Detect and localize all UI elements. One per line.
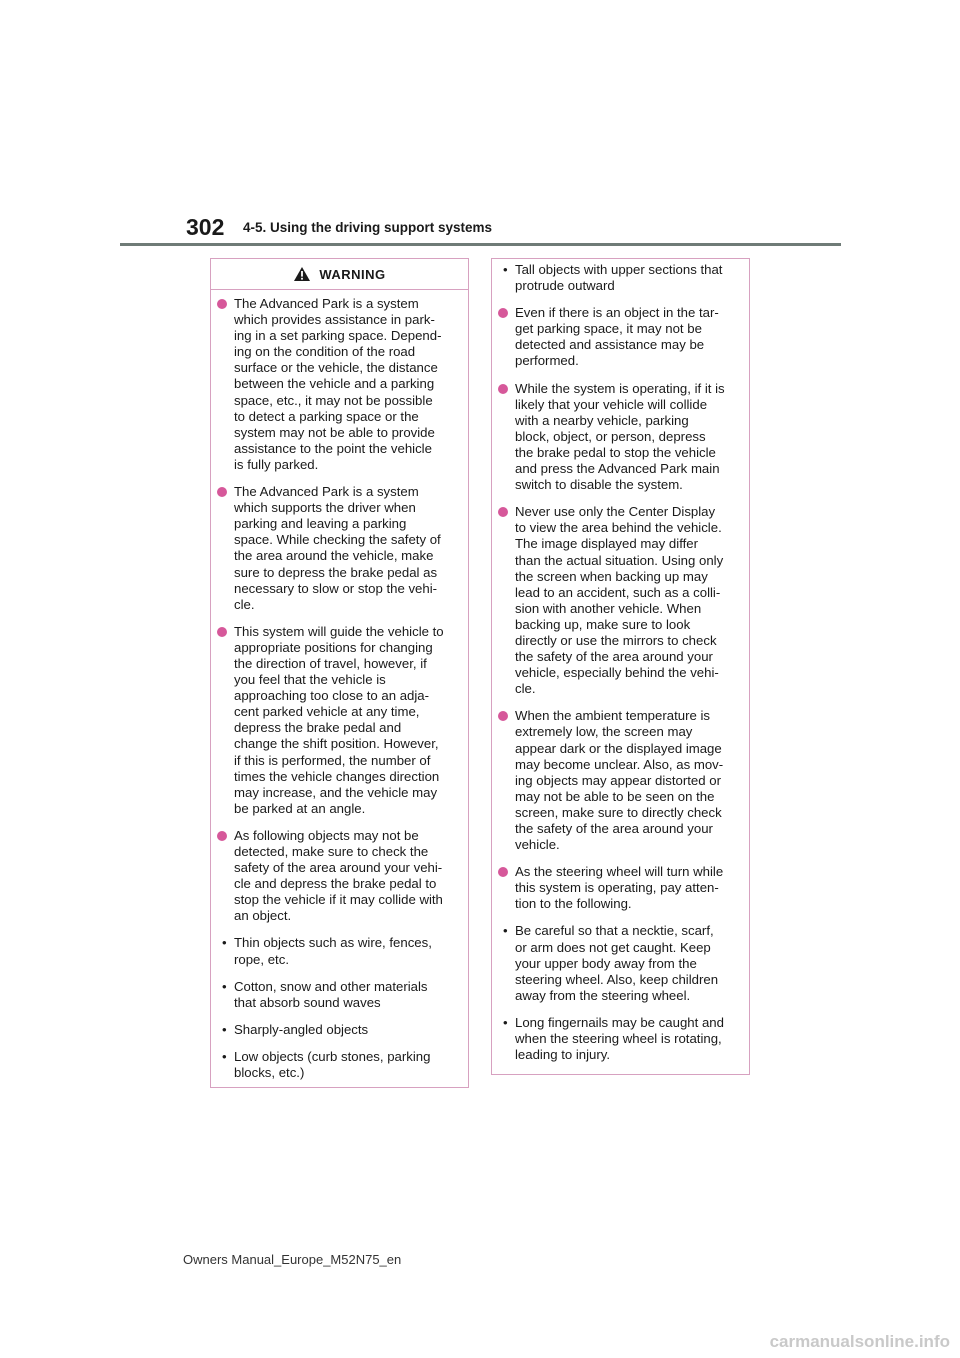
bullet-item	[497, 305, 739, 369]
bullet-item	[497, 864, 739, 912]
item-text: As following objects may not be detected, make sure to check the safety of the area around your vehi- cle and depress the brake pedal to stop the vehicle if it may collide with an object.	[234, 827, 443, 924]
item-text: Even if there is an object in the tar- get parking space, it may not be detected and assistance may be performed.	[515, 305, 719, 369]
bullet-item	[497, 504, 739, 697]
bullet-item	[216, 484, 458, 613]
bullet-item	[497, 381, 739, 494]
dash-marker-icon: •	[503, 1014, 508, 1030]
bullet-item	[497, 708, 739, 853]
bullet-item	[216, 624, 458, 817]
dash-marker-icon: •	[222, 1021, 227, 1037]
dash-marker-icon: •	[222, 1048, 227, 1064]
item-text: Thin objects such as wire, fences, rope, etc.	[234, 935, 432, 967]
section-title: 4-5. Using the driving support systems	[243, 220, 493, 235]
item-text: This system will guide the vehicle to appropriate positions for changing the direction of travel, however, if you feel that the vehicle is approaching too close to an adja- cent parked vehicle at any time, depress the brake pedal and change the shift position. However, if this is performed, the number of times the vehicle changes direction may increase, and the vehicle may be parked at an angle.	[234, 623, 444, 816]
bullet-dot-icon	[498, 867, 508, 877]
item-text: The Advanced Park is a system which supports the driver when parking and leaving a parking space. While checking the safety of the area around the vehicle, make sure to depress the brake pedal as necessary to slow or stop the vehi- cle.	[234, 484, 441, 612]
page-number: 302	[186, 214, 225, 240]
dash-item	[216, 979, 458, 1011]
bullet-dot-icon	[498, 507, 508, 517]
item-text: Long fingernails may be caught and when the steering wheel is rotating, leading to injury.	[515, 1014, 724, 1063]
item-text: The Advanced Park is a system which provides assistance in park- ing in a set parking space. Depend- ing on the condition of the road surface or the vehicle, the distance between the vehicle and a parking space, etc., it may not be possible to detect a parking space or the system may not be able to provide assistance to the point the vehicle is fully parked.	[234, 296, 442, 472]
item-text: Cotton, snow and other materials that absorb sound waves	[234, 978, 428, 1010]
dash-marker-icon: •	[222, 978, 227, 994]
bullet-dot-icon	[498, 711, 508, 721]
item-text: Sharply-angled objects	[234, 1021, 369, 1037]
dash-item	[216, 1049, 458, 1081]
dash-item	[216, 1022, 458, 1038]
item-text: As the steering wheel will turn while this system is operating, pay atten- tion to the following.	[515, 864, 724, 912]
dash-item	[497, 923, 739, 1003]
dash-item	[497, 1015, 739, 1063]
dash-marker-icon: •	[503, 262, 508, 277]
header-rule	[120, 243, 841, 246]
dash-marker-icon: •	[503, 923, 508, 939]
dash-item	[216, 935, 458, 967]
bullet-dot-icon	[217, 299, 227, 309]
bullet-dot-icon	[217, 487, 227, 497]
bullet-dot-icon	[498, 308, 508, 318]
bullet-dot-icon	[498, 384, 508, 394]
warning-list-left	[211, 296, 468, 1081]
warning-box-left	[210, 258, 469, 1088]
bullet-dot-icon	[217, 627, 227, 637]
bullet-item	[216, 828, 458, 925]
warning-box-right	[491, 258, 750, 1075]
item-text: Never use only the Center Display to view the area behind the vehicle. The image displayed may differ than the actual situation. Using only the screen when backing up may lead to an accident, such as a colli- sion with another vehicle. When backing up, make sure to look directly or use the mirrors to check the safety of the area around your vehicle, especially behind the vehi- cle.	[515, 504, 724, 697]
item-text: While the system is operating, if it is likely that your vehicle will collide with a nearby vehicle, parking block, object, or person, depress the brake pedal to stop the vehicle and press the Advanced Park main switch to disable the system.	[515, 380, 725, 493]
item-text: Tall objects with upper sections that protrude outward	[515, 262, 723, 294]
warning-header	[211, 259, 468, 290]
warning-triangle-icon	[293, 266, 311, 282]
warning-title: WARNING	[319, 266, 386, 282]
warning-list-right	[492, 259, 749, 1063]
dash-item	[497, 262, 739, 294]
bullet-dot-icon	[217, 831, 227, 841]
item-text: Be careful so that a necktie, scarf, or arm does not get caught. Keep your upper body away from the steering wheel. Also, keep children away from the steering wheel.	[515, 923, 719, 1003]
dash-marker-icon: •	[222, 935, 227, 951]
bullet-item	[216, 296, 458, 473]
footer-document-id: Owners Manual_Europe_M52N75_en	[183, 1252, 402, 1267]
item-text: Low objects (curb stones, parking blocks, etc.)	[234, 1048, 431, 1081]
item-text: When the ambient temperature is extremely low, the screen may appear dark or the displayed image may become unclear. Also, as mov- ing objects may appear distorted or may not be able to be seen on the screen, make sure to directly check the safety of the area around your vehicle.	[515, 708, 724, 853]
watermark: carmanualsonline.info	[769, 1332, 950, 1351]
